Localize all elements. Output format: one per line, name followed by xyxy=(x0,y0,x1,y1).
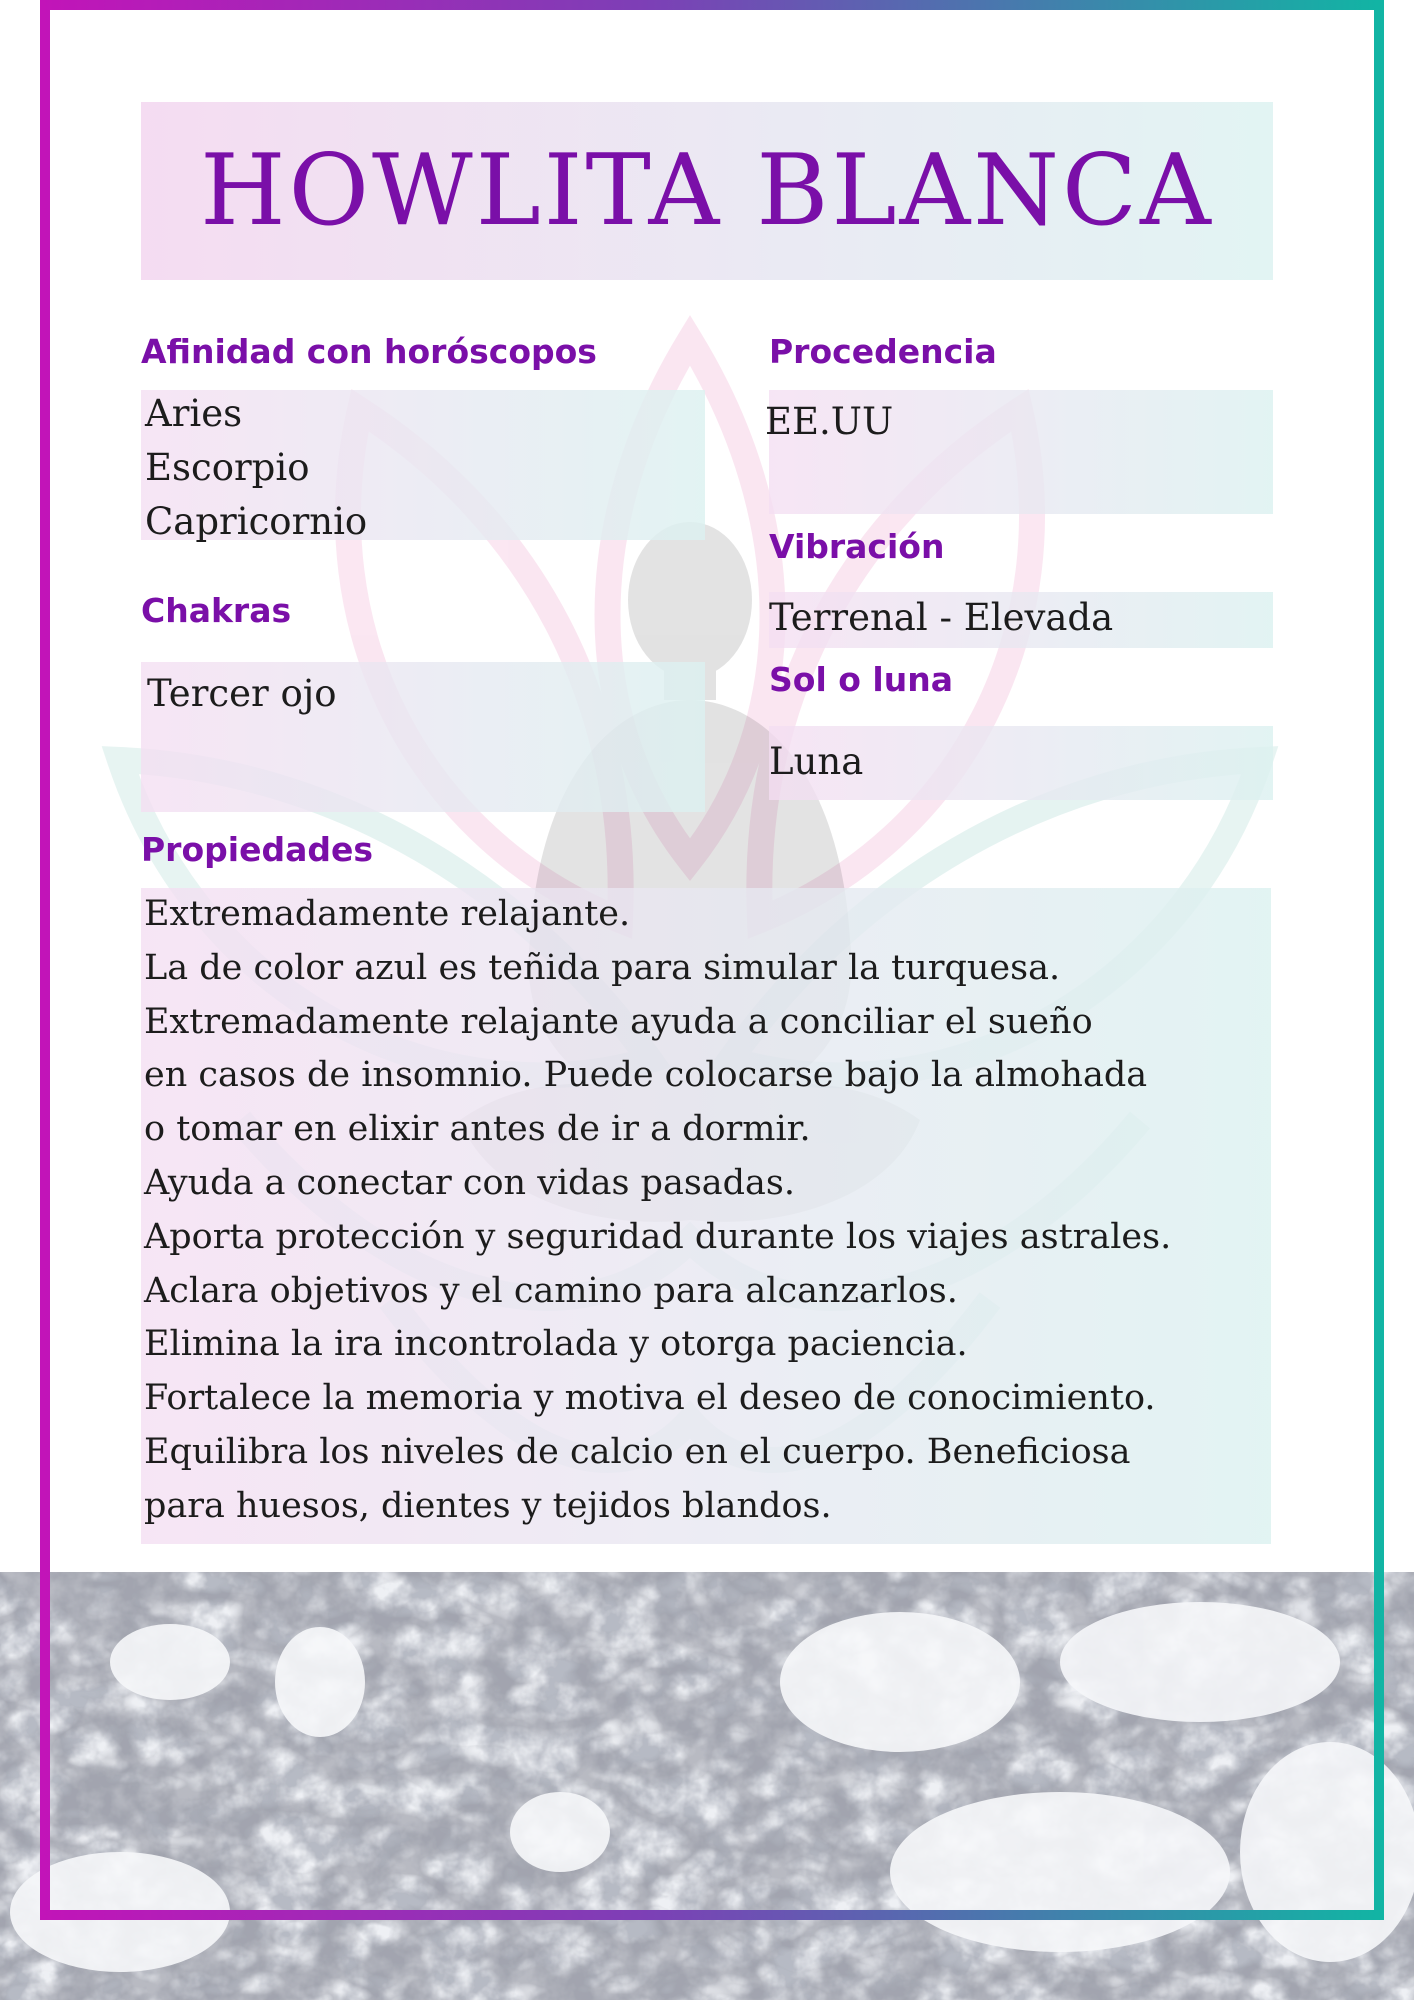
origin-value: EE.UU xyxy=(765,400,894,443)
properties-box xyxy=(141,888,1271,1544)
property-line: Elimina la ira incontrolada y otorga paciencia. xyxy=(144,1324,968,1365)
property-line: Extremadamente relajante. xyxy=(144,894,631,934)
chakras-label: Chakras xyxy=(141,591,292,630)
title-banner xyxy=(141,102,1273,280)
properties-label: Propiedades xyxy=(141,830,373,869)
property-line: para huesos, dientes y tejidos blandos. xyxy=(144,1485,832,1526)
property-line: Aclara objetivos y el camino para alcanzarlos. xyxy=(144,1270,958,1311)
property-line: Ayuda a conectar con vidas pasadas. xyxy=(144,1162,796,1203)
sun-moon-box xyxy=(769,726,1273,800)
sun-moon-value: Luna xyxy=(769,740,864,783)
page-title: HOWLITA BLANCA xyxy=(200,134,1214,248)
chakras-value: Tercer ojo xyxy=(147,672,337,715)
property-line: Fortalece la memoria y motiva el deseo de conocimiento. xyxy=(144,1378,1156,1419)
vibration-label: Vibración xyxy=(769,527,945,566)
horoscope-item: Capricornio xyxy=(145,500,368,543)
horoscopes-box xyxy=(141,390,705,543)
property-line: Extremadamente relajante ayuda a conciliar el sueño xyxy=(144,1001,1093,1042)
origin-box xyxy=(765,390,1273,514)
horoscopes-label: Afinidad con horóscopos xyxy=(141,332,597,371)
vibration-value: Terrenal - Elevada xyxy=(769,596,1114,639)
horoscope-item: Aries xyxy=(145,392,243,435)
vibration-box xyxy=(769,592,1273,648)
property-line: en casos de insomnio. Puede colocarse bajo la almohada xyxy=(144,1055,1148,1096)
property-line: Equilibra los niveles de calcio en el cuerpo. Beneficiosa xyxy=(144,1431,1131,1472)
sun-moon-label: Sol o luna xyxy=(769,660,953,699)
property-line: o tomar en elixir antes de ir a dormir. xyxy=(144,1109,811,1150)
property-line: La de color azul es teñida para simular la turquesa. xyxy=(144,947,1061,988)
horoscope-item: Escorpio xyxy=(145,446,310,489)
property-line: Aporta protección y seguridad durante los viajes astrales. xyxy=(144,1216,1172,1257)
origin-label: Procedencia xyxy=(769,332,997,371)
chakras-box xyxy=(141,662,705,812)
